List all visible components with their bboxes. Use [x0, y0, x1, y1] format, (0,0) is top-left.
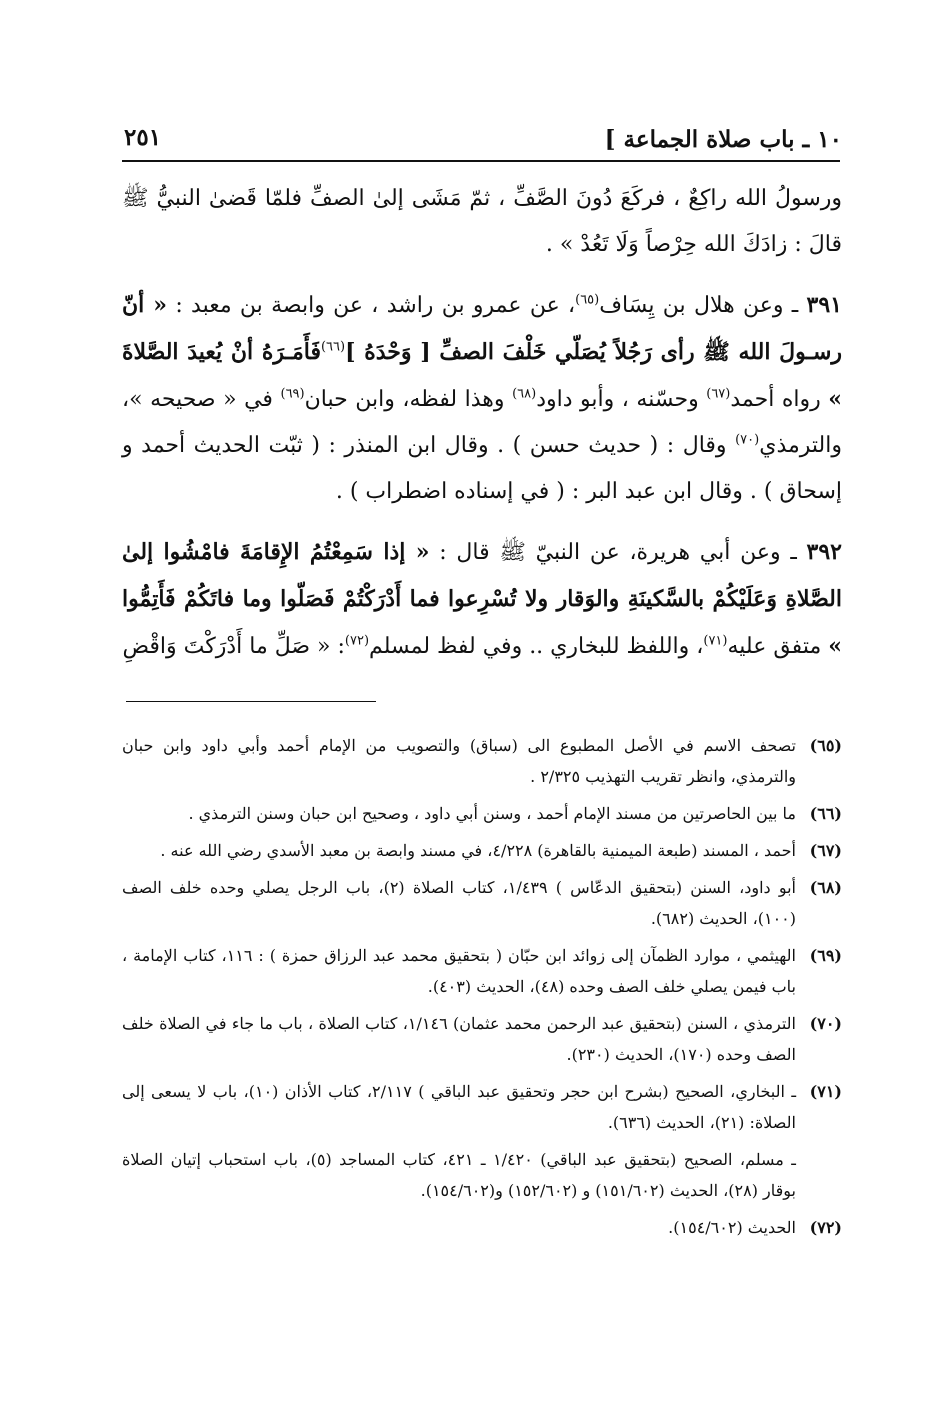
footnote-text: ـ مسلم، الصحيح (بتحقيق عبد الباقي) ١/٤٢٠ ـ ٤٢١، كتاب المساجد (٥)، باب استحباب إتيان الصلاة بوقار (٢٨)، الحديث (١٥١/٦٠٢) و (١٥٢/٦٠٢) و(١٥٤/٦٠٢).	[122, 1150, 796, 1200]
footnote-ref[interactable]: (٦٩)	[280, 386, 305, 402]
footnote-number: (٧٢)	[809, 1218, 842, 1237]
hadith-quote: فَأَمَـرَهُ أنْ يُعيدَ الصَّلاةَ »	[122, 339, 843, 412]
footnote-text: الهيثمي ، موارد الظمآن إلى زوائد ابن حبّان ( بتحقيق محمد عبد الرزاق حمزة ) : ١١٦، كتاب الإمامة ، باب فيمن يصلي خلف الصف وحده (٤٨)، الحديث (٤٠٣).	[122, 946, 796, 996]
footnote-ref[interactable]: (٦٧)	[706, 386, 731, 402]
header-divider	[122, 160, 840, 162]
page-header	[120, 122, 842, 162]
hadith-number: ٣٩٢	[806, 539, 842, 565]
hadith-text: في « صحيحه »، والترمذي	[122, 387, 842, 458]
footnote-65	[122, 730, 842, 792]
footnote-68	[122, 872, 842, 934]
footnote-ref[interactable]: (٦٥)	[575, 292, 600, 308]
hadith-text: ، عن عمرو بن راشد ، عن وابصة بن معبد :	[175, 293, 576, 318]
page-number: ٢٥١	[124, 124, 162, 151]
footnote-text: أبو داود، السنن (بتحقيق الدعّاس ) ١/٤٣٩، كتاب الصلاة (٢)، باب الرجل يصلي وحده خلف الصف (١٠٠)، الحديث (٦٨٢).	[122, 878, 796, 928]
footnote-text: الترمذي ، السنن (بتحقيق عبد الرحمن محمد عثمان) ١/١٤٦، كتاب الصلاة ، باب ما جاء في الصلاة خلف الصف وحده (١٧٠)، الحديث (٢٣٠).	[122, 1014, 797, 1064]
footnote-ref[interactable]: (٧١)	[703, 633, 728, 649]
footnote-number: (٦٨)	[809, 878, 842, 897]
footnote-ref[interactable]: (٦٨)	[512, 386, 537, 402]
hadith-text: ، واللفظ للبخاري .. وفي لفظ لمسلم	[369, 634, 704, 659]
footnote-67	[122, 835, 842, 866]
footnote-ref[interactable]: (٧٠)	[735, 432, 760, 448]
footnote-69	[122, 940, 842, 1002]
footnote-70	[122, 1008, 842, 1070]
hadith-text: وقال : ( حديث حسن ) . وقال ابن المنذر : ( ثبّت الحديث أحمد و إسحاق ) . وقال ابن عبد البر : ( في إسناده اضطراب ) .	[122, 433, 842, 504]
footnote-66	[122, 798, 842, 829]
footnotes	[122, 730, 842, 1249]
footnote-ref[interactable]: (٦٦)	[320, 339, 346, 355]
hadith-text: ـ وعن هلال بن يِسَاف	[599, 293, 799, 318]
footnote-number: (٦٧)	[809, 841, 842, 860]
hadith-text: وحسّنه ، وأبو داود	[536, 387, 699, 412]
footnote-text: ـ البخاري، الصحيح (بشرح ابن حجر وتحقيق عبد الباقي ) ٢/١١٧، كتاب الأذان (١٠)، باب لا يسعى إلى الصلاة: (٢١)، الحديث (٦٣٦).	[122, 1082, 797, 1132]
paragraph-continuation: ورسولُ الله راكِعٌ ، فركَعَ دُونَ الصَّفِّ ، ثمّ مَشَى إلىٰ الصفِّ فلمّا قَضىٰ النبيُّ ﷺ قالَ : زادَكَ الله حِرْصاً وَلَا تَعُدْ » .	[122, 186, 842, 257]
chapter-title: ١٠ ـ باب صلاة الجماعة ]	[604, 126, 842, 153]
footnote-number: (٦٩)	[809, 946, 842, 965]
hadith-text: متفق عليه	[727, 634, 822, 659]
footnote-ref[interactable]: (٧٢)	[344, 633, 370, 649]
footnote-text: الحديث (١٥٤/٦٠٢).	[668, 1218, 796, 1237]
footnote-71-continued	[122, 1144, 842, 1206]
footnote-72	[122, 1212, 842, 1243]
hadith-quote: « إذا سَمِعْتُمُ الإِقامَةَ فامْشُوا إلىٰ الصَّلاةِ وَعَلَيْكُمْ بالسَّكينَةِ والوَقار ولا تُسْرِعوا فما أَدْرَكْتُمْ فَصَلّوا وما فاتَكُمْ فَأَتِمُّوا »	[122, 539, 842, 659]
main-text	[122, 176, 842, 670]
footnote-divider	[126, 701, 376, 702]
footnote-number: (٧٠)	[809, 1014, 842, 1033]
footnote-text: ما بين الحاصرتين من مسند الإمام أحمد ، وسنن أبي داود ، وصحيح ابن حبان وسنن الترمذي .	[188, 804, 796, 823]
hadith-text: : « صَلِّ ما أَدْرَكْتَ وَاقْضِ	[122, 634, 345, 659]
hadith-number: ٣٩١	[806, 292, 842, 318]
hadith-text: رواه أحمد	[730, 387, 821, 412]
hadith-391	[122, 282, 842, 515]
footnote-number: (٦٦)	[809, 804, 842, 823]
footnote-number: (٦٥)	[809, 736, 842, 755]
footnote-text: تصحف الاسم في الأصل المطبوع الى (سباق) والتصويب من الإمام أحمد وأبي داود وابن حبان والترمذي، وانظر تقريب التهذيب ٢/٣٢٥ .	[122, 736, 796, 786]
footnote-text: أحمد ، المسند (طبعة الميمنية بالقاهرة) ٤/٢٢٨، في مسند وابصة بن معبد الأسدي رضي الله عنه .	[160, 841, 796, 860]
footnote-number: (٧١)	[809, 1082, 842, 1101]
hadith-text: ـ وعن أبي هريرة، عن النبيّ ﷺ قال :	[439, 540, 797, 565]
hadith-quote: « أنّ رسـولَ الله ﷺ رأى رَجُلاً يُصَلّي خَلْفَ الصفِّ [ وَحْدَهُ ]	[122, 292, 842, 365]
footnote-71	[122, 1076, 842, 1138]
hadith-text: وهذا لفظه، وابن حبان	[304, 387, 505, 412]
hadith-392	[122, 529, 842, 670]
